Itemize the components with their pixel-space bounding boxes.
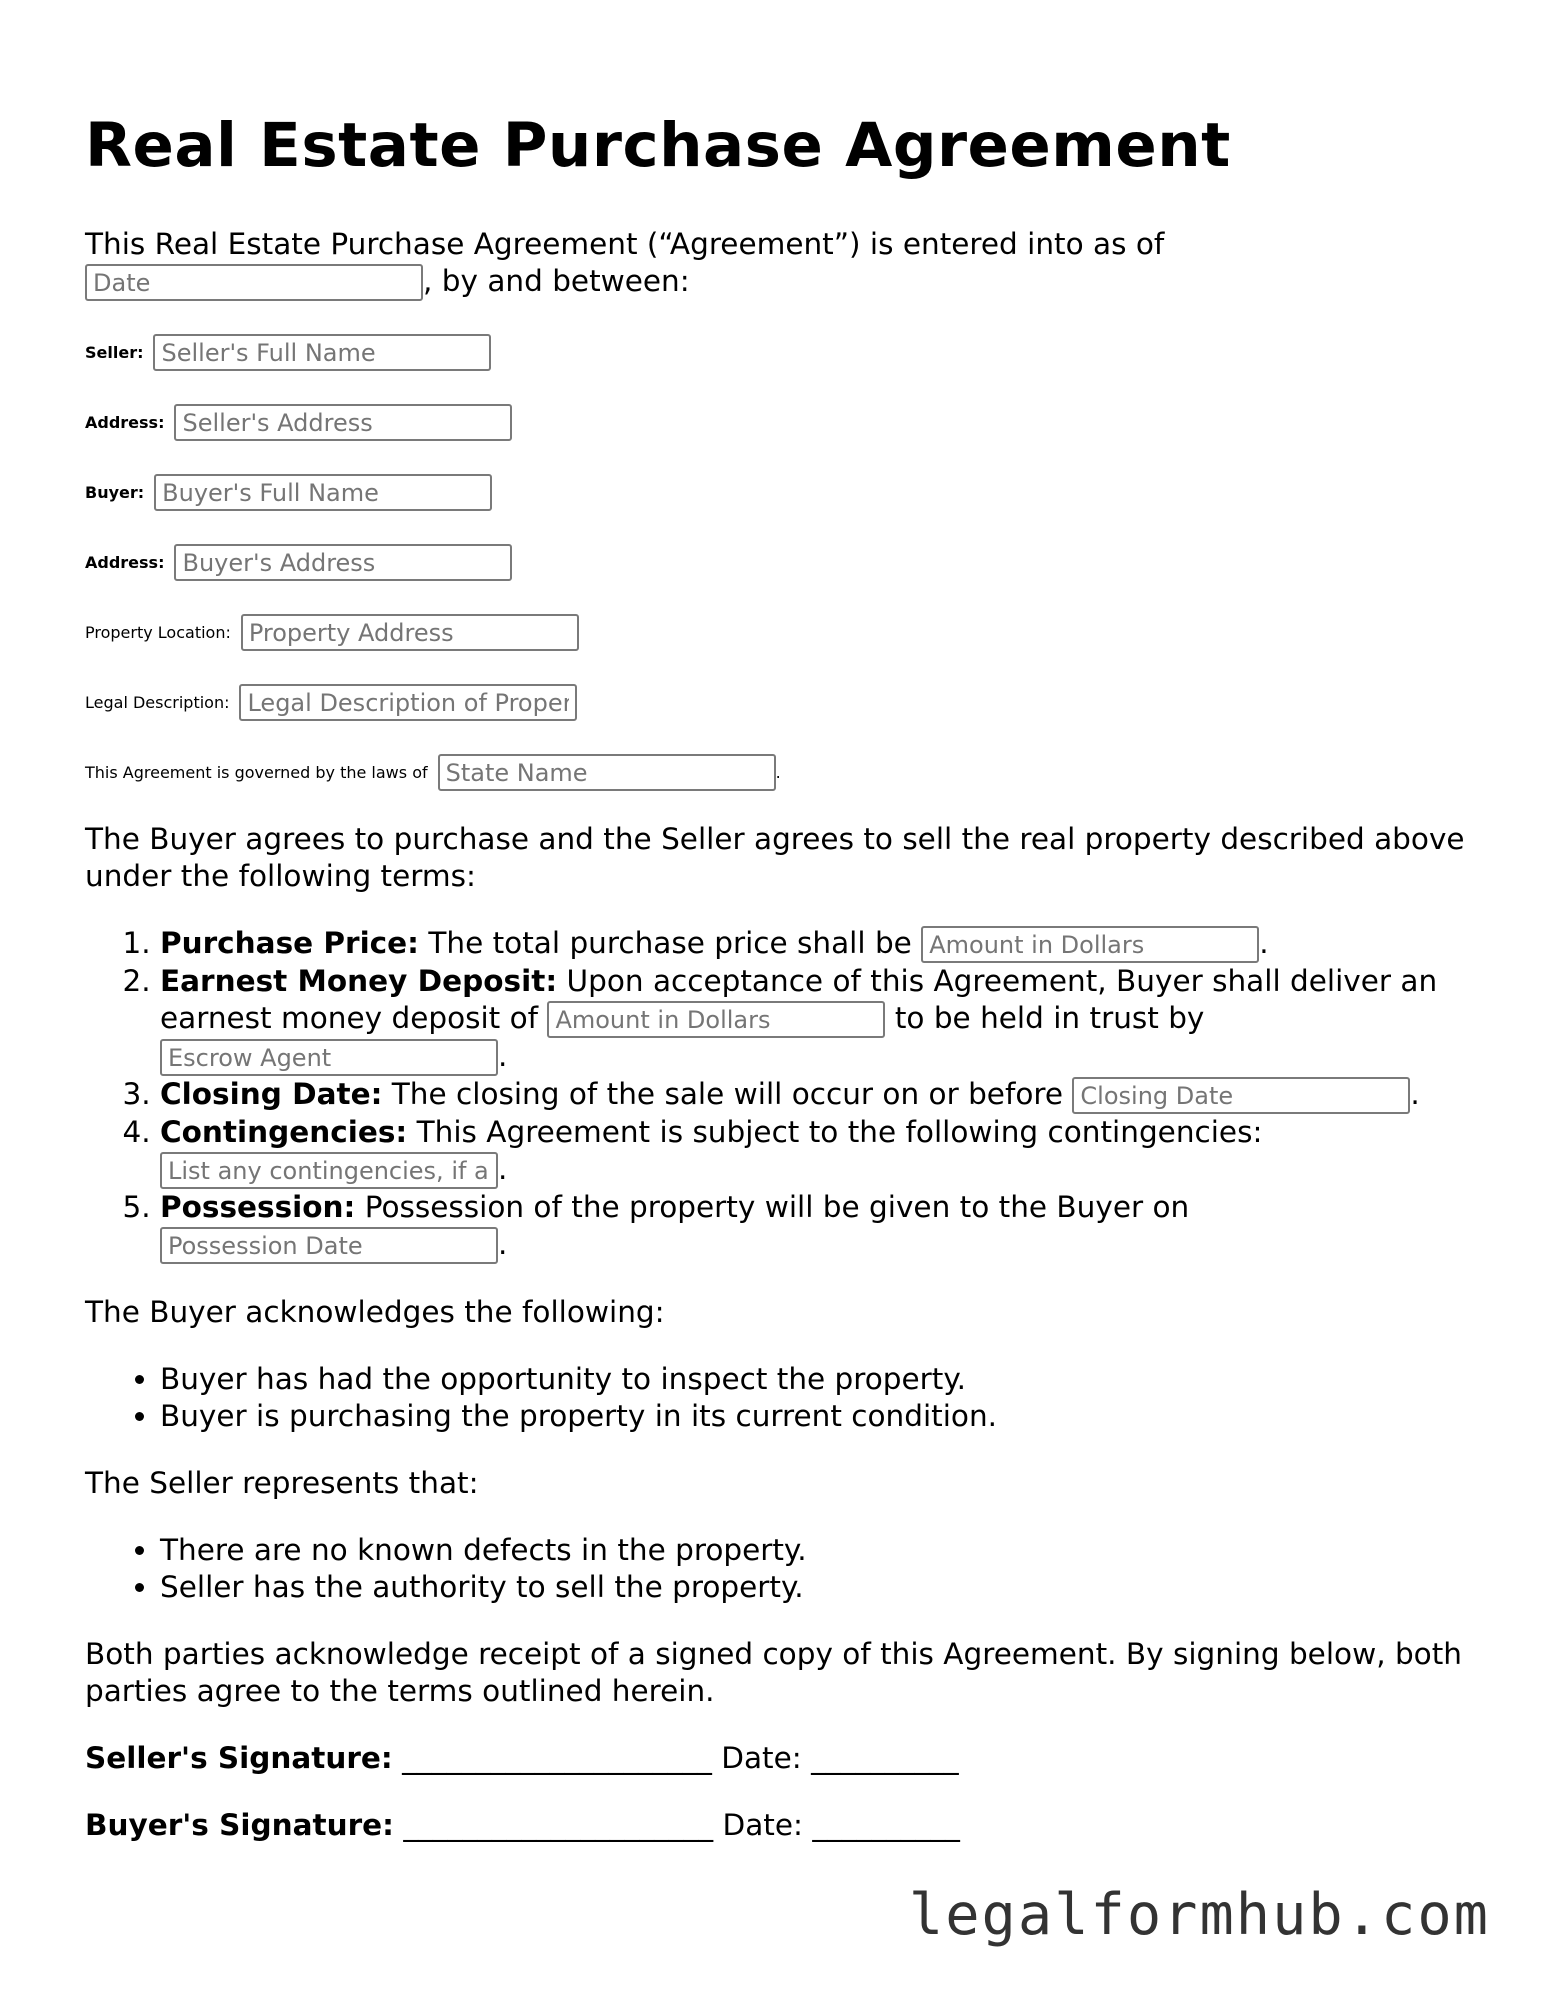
term-text: Upon acceptance of this Agreement, Buyer shall deliver an earnest money deposit of	[160, 964, 1438, 1035]
term-label: Purchase Price:	[160, 926, 419, 960]
intro-suffix: , by and between:	[423, 264, 690, 298]
legal-description-row	[85, 684, 1465, 721]
seller-name-row	[85, 334, 1465, 371]
property-address-input[interactable]	[241, 614, 579, 651]
intro-paragraph	[85, 226, 1465, 301]
term-text: This Agreement is subject to the following contingencies:	[416, 1115, 1263, 1149]
buyer-name-row	[85, 474, 1465, 511]
seller-address-input[interactable]	[174, 404, 512, 441]
term-label: Possession:	[160, 1190, 356, 1224]
terms-intro: The Buyer agrees to purchase and the Seller agrees to sell the real property described above under the following terms:	[85, 822, 1465, 893]
list-item: • There are no known defects in the property.	[160, 1532, 1465, 1569]
term-suffix: .	[498, 1039, 508, 1073]
buyer-ack-intro: The Buyer acknowledges the following:	[85, 1295, 665, 1329]
intro-text: This Real Estate Purchase Agreement (“Agreement”) is entered into as of	[85, 227, 1165, 261]
purchase-price-input[interactable]	[921, 926, 1259, 963]
seller-address-label: Address:	[85, 413, 165, 432]
signature-blank[interactable]: _____________________	[403, 1808, 714, 1842]
footer-watermark: legalformhub.com	[908, 1882, 1490, 1948]
state-name-input[interactable]	[438, 754, 776, 791]
date-blank[interactable]: __________	[812, 1808, 960, 1842]
escrow-agent-input[interactable]	[160, 1039, 498, 1076]
term-closing-date	[160, 1076, 1465, 1114]
seller-rep-intro: The Seller represents that:	[85, 1466, 479, 1500]
property-location-label: Property Location:	[85, 623, 231, 642]
term-suffix: .	[498, 1227, 508, 1261]
possession-date-input[interactable]	[160, 1227, 498, 1264]
buyer-ack-list	[85, 1361, 1465, 1435]
term-text: Possession of the property will be given to the Buyer on	[364, 1190, 1190, 1224]
date-label: Date:	[721, 1741, 802, 1775]
contingencies-input[interactable]	[160, 1152, 498, 1189]
seller-signature-line	[85, 1740, 1465, 1777]
term-label: Contingencies:	[160, 1115, 408, 1149]
property-location-row	[85, 614, 1465, 651]
closing-paragraph: Both parties acknowledge receipt of a signed copy of this Agreement. By signing below, both parties agree to the terms outlined herein.	[85, 1637, 1462, 1708]
term-suffix: .	[1259, 926, 1269, 960]
governing-law-text: This Agreement is governed by the laws of	[85, 763, 428, 782]
agreement-date-input[interactable]	[85, 264, 423, 301]
term-earnest-money	[160, 963, 1465, 1076]
term-possession	[160, 1189, 1465, 1264]
earnest-amount-input[interactable]	[547, 1001, 885, 1038]
term-text: The total purchase price shall be	[428, 926, 912, 960]
legal-description-input[interactable]	[239, 684, 577, 721]
seller-address-row	[85, 404, 1465, 441]
closing-date-input[interactable]	[1072, 1077, 1410, 1114]
term-purchase-price	[160, 925, 1465, 963]
term-suffix: .	[498, 1152, 508, 1186]
seller-label: Seller:	[85, 343, 144, 362]
list-item: • Buyer is purchasing the property in its current condition.	[160, 1398, 1465, 1435]
term-text: The closing of the sale will occur on or before	[391, 1077, 1064, 1111]
term-label: Earnest Money Deposit:	[160, 964, 558, 998]
term-label: Closing Date:	[160, 1077, 383, 1111]
seller-name-input[interactable]	[153, 334, 491, 371]
buyer-address-row	[85, 544, 1465, 581]
governing-law-row	[85, 754, 1465, 791]
seller-signature-label: Seller's Signature:	[85, 1741, 393, 1775]
page-title: Real Estate Purchase Agreement	[85, 110, 1231, 181]
buyer-label: Buyer:	[85, 483, 145, 502]
buyer-name-input[interactable]	[154, 474, 492, 511]
governing-law-suffix: .	[775, 763, 781, 782]
legal-description-label: Legal Description:	[85, 693, 230, 712]
list-item: • Seller has the authority to sell the property.	[160, 1569, 1465, 1606]
seller-rep-list	[85, 1532, 1465, 1606]
document	[85, 108, 1465, 1844]
buyer-address-input[interactable]	[174, 544, 512, 581]
signature-blank[interactable]: _____________________	[402, 1741, 712, 1775]
buyer-signature-label: Buyer's Signature:	[85, 1808, 394, 1842]
term-suffix: .	[1410, 1077, 1420, 1111]
buyer-address-label: Address:	[85, 553, 165, 572]
buyer-signature-line	[85, 1807, 1465, 1844]
terms-list	[85, 925, 1465, 1264]
date-label: Date:	[722, 1808, 803, 1842]
term-text-2: to be held in trust by	[894, 1001, 1205, 1035]
date-blank[interactable]: __________	[811, 1741, 959, 1775]
term-contingencies	[160, 1114, 1465, 1189]
list-item: • Buyer has had the opportunity to inspect the property.	[160, 1361, 1465, 1398]
